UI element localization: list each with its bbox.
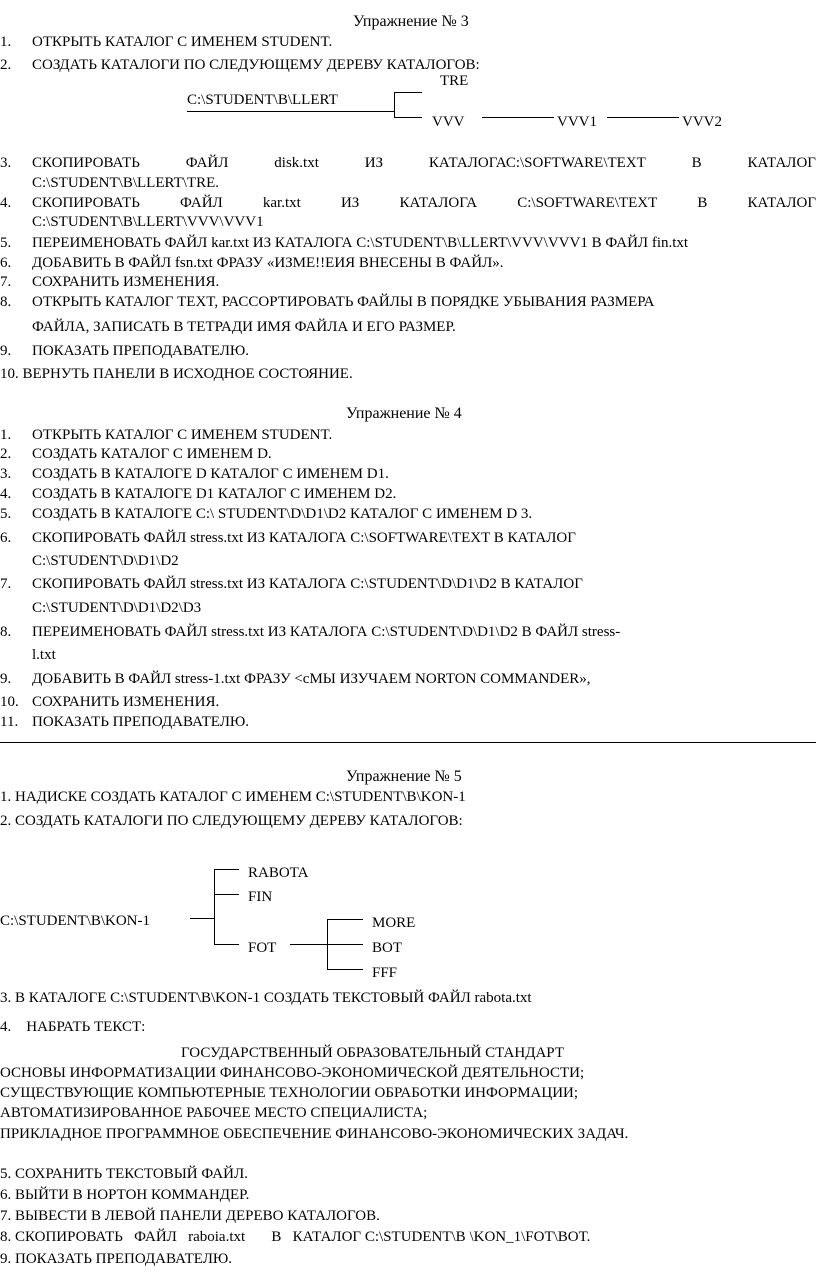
- word: В: [697, 195, 708, 211]
- list-item: СОЗДАТЬ В КАТАЛОГЕ D КАТАЛОГ С ИМЕНЕМ D1.: [32, 466, 389, 482]
- list-number: 5.: [0, 506, 12, 522]
- list-number: 8.: [0, 294, 12, 310]
- tree-line: [214, 869, 215, 945]
- tree-root-label: C:\STUDENT\B\KON-1: [0, 913, 150, 929]
- list-number: 9.: [0, 671, 12, 687]
- list-item: 2. СОЗДАТЬ КАТАЛОГИ ПО СЛЕДУЮЩЕМУ ДЕРЕВУ КАТАЛОГОВ:: [0, 813, 463, 829]
- list-item-continuation: C:\STUDENT\D\D1\D2: [32, 553, 179, 569]
- list-number: 6.: [0, 530, 12, 546]
- list-item: 9. ПОКАЗАТЬ ПРЕПОДАВАТЕЛЮ.: [0, 1251, 233, 1267]
- text-line: ОСНОВЫ ИНФОРМАТИЗАЦИИ ФИНАНСОВО-ЭКОНОМИЧЕСКОЙ ДЕЯТЕЛЬНОСТИ;: [0, 1065, 585, 1081]
- list-item: СОХРАНИТЬ ИЗМЕНЕНИЯ.: [32, 694, 220, 710]
- list-number: 2.: [0, 446, 12, 462]
- text-line: АВТОМАТИЗИРОВАННОЕ РАБОЧЕЕ МЕСТО СПЕЦИАЛИСТА;: [0, 1105, 428, 1121]
- list-item-continuation: C:\STUDENT\B\LLERT\VVV\VVV1: [32, 214, 264, 230]
- list-item: 1. НАДИСКЕ СОЗДАТЬ КАТАЛОГ С ИМЕНЕМ C:\STUDENT\B\KON-1: [0, 789, 466, 805]
- word: СКОПИРОВАТЬ: [32, 195, 140, 211]
- list-item: ДОБАВИТЬ В ФАЙЛ fsn.txt ФРАЗУ «ИЗМЕ!!ЕИЯ ВНЕСЕНЫ В ФАЙЛ».: [32, 255, 504, 271]
- list-item: 5. СОХРАНИТЬ ТЕКСТОВЫЙ ФАЙЛ.: [0, 1166, 248, 1182]
- tree-line: [214, 894, 239, 895]
- list-item: 8. СКОПИРОВАТЬ ФАЙЛ raboia.txt В КАТАЛОГ C:\STUDENT\B \KON_1\FOT\BOT.: [0, 1229, 591, 1245]
- list-number: 4.: [0, 486, 12, 502]
- list-item: ПОКАЗАТЬ ПРЕПОДАВАТЕЛЮ.: [32, 714, 250, 730]
- list-item: ДОБАВИТЬ В ФАЙЛ stress-1.txt ФРАЗУ <сМЫ ИЗУЧАЕМ NORTON COMMANDER»,: [32, 671, 591, 687]
- list-item: 10. ВЕРНУТЬ ПАНЕЛИ В ИСХОДНОЕ СОСТОЯНИЕ.: [0, 366, 353, 382]
- tree-line: [394, 117, 422, 118]
- list-number: 11.: [0, 714, 19, 730]
- word: ФАЙЛ: [179, 195, 223, 211]
- tree-node-fin: FIN: [248, 889, 273, 905]
- tree-line: [190, 918, 215, 919]
- tree-node-vvv1: VVV1: [557, 114, 597, 130]
- tree-node-vvv2: VVV2: [682, 114, 722, 130]
- exercise-5-title: Упражнение № 5: [346, 768, 462, 785]
- tree-root-label: C:\STUDENT\B\LLERT: [187, 92, 338, 108]
- tree-line: [327, 919, 363, 920]
- list-item: ОТКРЫТЬ КАТАЛОГ С ИМЕНЕМ STUDENT.: [32, 427, 333, 443]
- list-item-continuation: ФАЙЛА, ЗАПИСАТЬ В ТЕТРАДИ ИМЯ ФАЙЛА И ЕГО РАЗМЕР.: [32, 319, 456, 335]
- standard-heading: ГОСУДАРСТВЕННЫЙ ОБРАЗОВАТЕЛЬНЫЙ СТАНДАРТ: [181, 1045, 564, 1061]
- list-item: СОХРАНИТЬ ИЗМЕНЕНИЯ.: [32, 274, 220, 290]
- section-divider: [0, 742, 816, 743]
- list-item: ПЕРЕИМЕНОВАТЬ ФАЙЛ kar.txt ИЗ КАТАЛОГА C:\STUDENT\B\LLERT\VVV\VVV1 В ФАЙЛ fin.txt: [32, 235, 689, 251]
- list-item: 4. НАБРАТЬ ТЕКСТ:: [0, 1019, 146, 1035]
- list-item: СКОПИРОВАТЬ ФАЙЛ stress.txt ИЗ КАТАЛОГА C:\SOFTWARE\TEXT В КАТАЛОГ: [32, 530, 576, 546]
- word: kar.txt: [262, 195, 301, 211]
- tree-node-fot: FOT: [248, 940, 277, 956]
- list-item: СОЗДАТЬ КАТАЛОГ С ИМЕНЕМ D.: [32, 446, 272, 462]
- list-item: СКОПИРОВАТЬ ФАЙЛ stress.txt ИЗ КАТАЛОГА C:\STUDENT\D\D1\D2 В КАТАЛОГ: [32, 576, 583, 592]
- list-number: 8.: [0, 624, 12, 640]
- tree-line: [394, 92, 422, 93]
- tree-node-vvv: VVV: [432, 114, 465, 130]
- tree-line: [327, 969, 363, 970]
- list-item: 6. ВЫЙТИ В НОРТОН КОММАНДЕР.: [0, 1187, 250, 1203]
- tree-line: [214, 944, 239, 945]
- word: КАТАЛОГА: [399, 195, 478, 211]
- list-item: ПОКАЗАТЬ ПРЕПОДАВАТЕЛЮ.: [32, 343, 250, 359]
- list-number: 3.: [0, 466, 12, 482]
- text-line: ПРИКЛАДНОЕ ПРОГРАММНОЕ ОБЕСПЕЧЕНИЕ ФИНАНСОВО-ЭКОНОМИЧЕСКИХ ЗАДАЧ.: [0, 1126, 629, 1142]
- exercise-3-title: Упражнение № 3: [353, 13, 469, 30]
- list-item: 7. ВЫВЕСТИ В ЛЕВОЙ ПАНЕЛИ ДЕРЕВО КАТАЛОГОВ.: [0, 1208, 380, 1224]
- word: КАТАЛОГ: [747, 155, 816, 171]
- list-item: ОТКРЫТЬ КАТАЛОГ С ИМЕНЕМ STUDENT.: [32, 34, 333, 50]
- exercise-4-title: Упражнение № 4: [346, 405, 462, 422]
- list-item-continuation: l.txt: [32, 647, 56, 663]
- tree-line: [327, 944, 363, 945]
- list-number: 4.: [0, 195, 12, 211]
- list-number: 7.: [0, 576, 12, 592]
- list-number: 3.: [0, 155, 12, 171]
- word: В: [691, 155, 702, 171]
- list-item-continuation: C:\STUDENT\B\LLERT\TRE.: [32, 175, 220, 191]
- list-number: 1.: [0, 34, 12, 50]
- word: ИЗ: [340, 195, 360, 211]
- word: СКОПИРОВАТЬ: [32, 155, 140, 171]
- tree-line: [187, 111, 395, 112]
- word: ФАЙЛ: [185, 155, 229, 171]
- tree-node-tre: TRE: [440, 73, 469, 89]
- word: КАТАЛОГ: [747, 195, 816, 211]
- tree-line: [394, 92, 395, 118]
- tree-line: [607, 117, 679, 118]
- list-item: СОЗДАТЬ КАТАЛОГИ ПО СЛЕДУЮЩЕМУ ДЕРЕВУ КАТАЛОГОВ:: [32, 57, 480, 73]
- tree-line: [290, 944, 328, 945]
- list-number: 1.: [0, 427, 12, 443]
- list-number: 2.: [0, 57, 12, 73]
- tree-line: [482, 117, 554, 118]
- list-item: ОТКРЫТЬ КАТАЛОГ TEXT, РАССОРТИРОВАТЬ ФАЙЛЫ В ПОРЯДКЕ УБЫВАНИЯ РАЗМЕРА: [32, 294, 655, 310]
- tree-node-fff: FFF: [372, 965, 398, 981]
- list-item: 3. В КАТАЛОГЕ C:\STUDENT\B\KON-1 СОЗДАТЬ ТЕКСТОВЫЙ ФАЙЛ rabota.txt: [0, 990, 532, 1006]
- word: disk.txt: [274, 155, 319, 171]
- list-number: 7.: [0, 274, 12, 290]
- text-line: СУЩЕСТВУЮЩИЕ КОМПЬЮТЕРНЫЕ ТЕХНОЛОГИИ ОБРАБОТКИ ИНФОРМАЦИИ;: [0, 1085, 579, 1101]
- list-number: 6.: [0, 255, 12, 271]
- word: ИЗ: [364, 155, 384, 171]
- list-number: 9.: [0, 343, 12, 359]
- list-item: СОЗДАТЬ В КАТАЛОГЕ C:\ STUDENT\D\D1\D2 КАТАЛОГ С ИМЕНЕМ D 3.: [32, 506, 533, 522]
- list-item-continuation: C:\STUDENT\D\D1\D2\D3: [32, 600, 202, 616]
- list-item-justified: [32, 196, 816, 211]
- list-item-justified: [32, 156, 816, 171]
- tree-node-rabota: RABOTA: [248, 865, 309, 881]
- tree-node-bot: BOT: [372, 940, 402, 956]
- list-item: ПЕРЕИМЕНОВАТЬ ФАЙЛ stress.txt ИЗ КАТАЛОГА C:\STUDENT\D\D1\D2 В ФАЙЛ stress-: [32, 624, 621, 640]
- word: КАТАЛОГАС:\SOFTWARE\TEXT: [428, 155, 646, 171]
- word: C:\SOFTWARE\TEXT: [517, 195, 658, 211]
- tree-node-more: MORE: [372, 915, 416, 931]
- tree-line: [214, 869, 239, 870]
- list-number: 5.: [0, 235, 12, 251]
- list-item: СОЗДАТЬ В КАТАЛОГЕ D1 КАТАЛОГ С ИМЕНЕМ D2.: [32, 486, 397, 502]
- list-number: 10.: [0, 694, 19, 710]
